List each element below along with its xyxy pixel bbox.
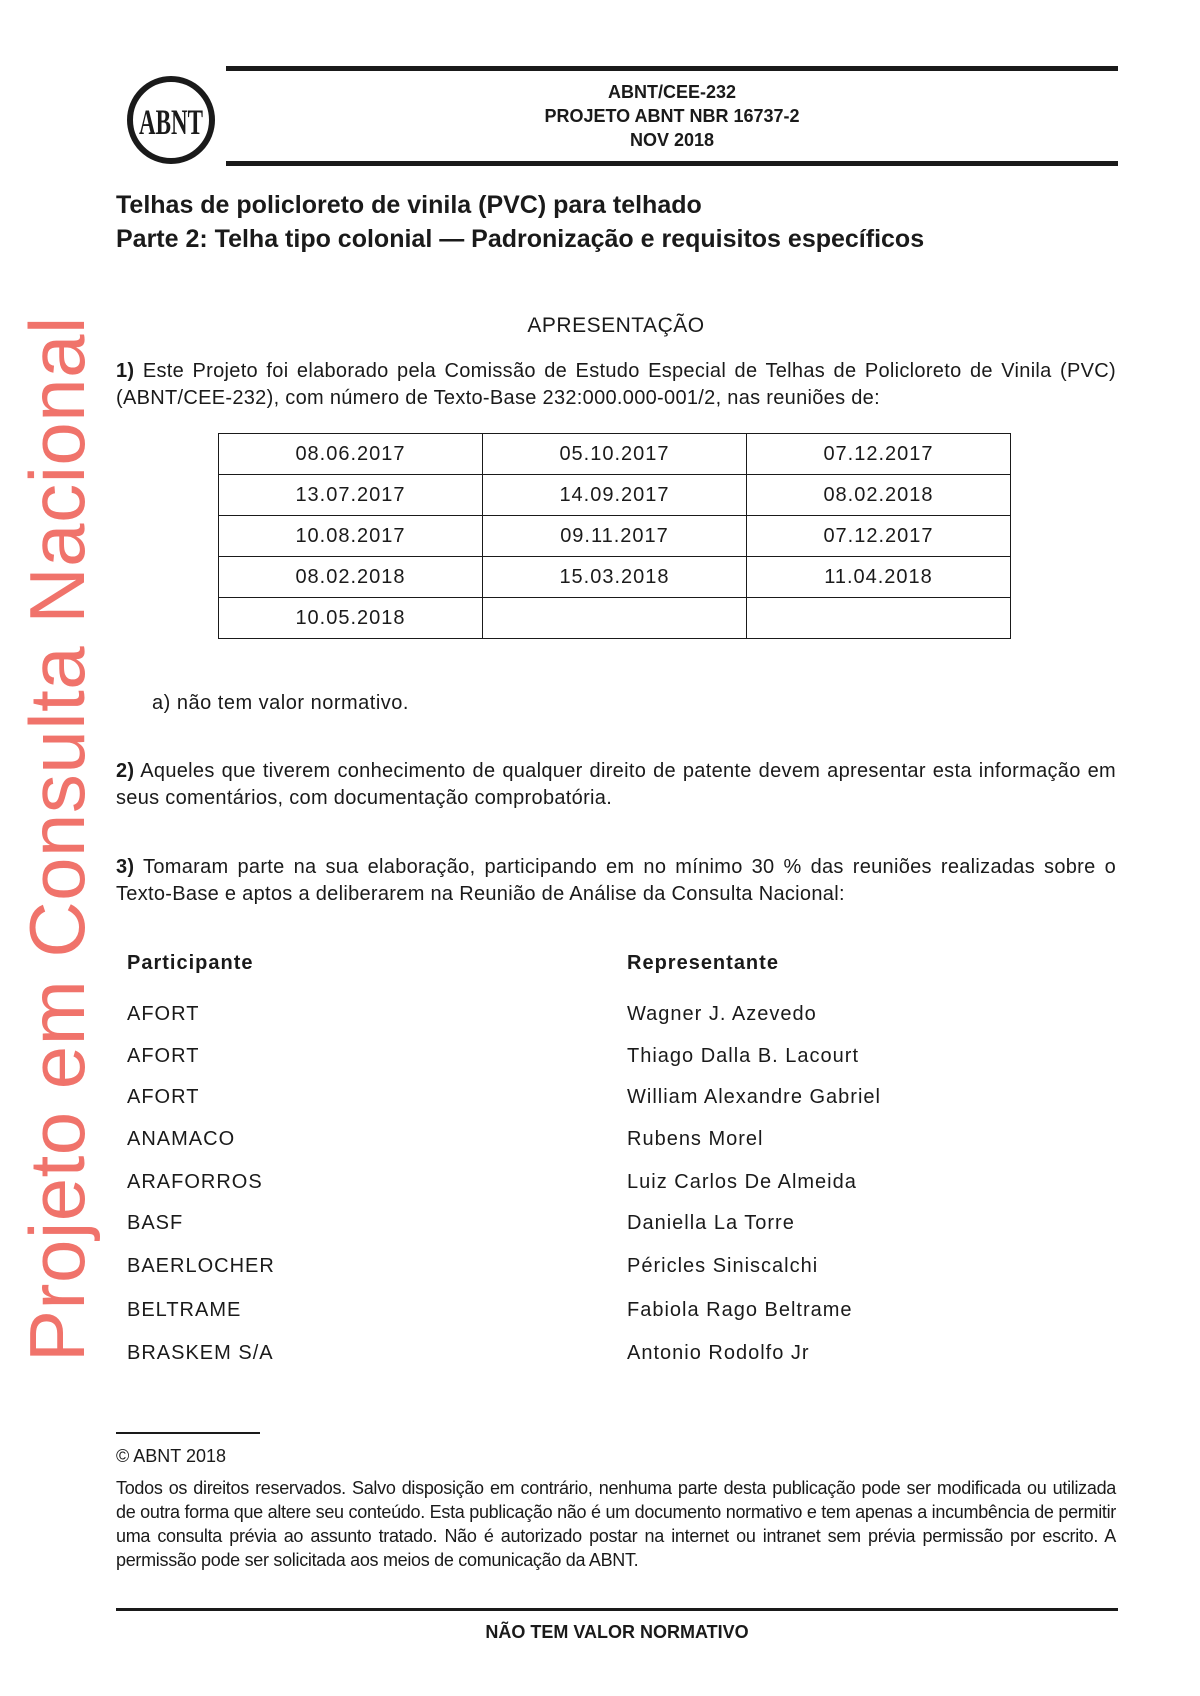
paragraph-3-text: Tomaram parte na sua elaboração, participando em no mínimo 30 % das reuniões realizadas sobre o Texto-Base e aptos a deliberarem na Reunião de Análise da Consulta Nacional:: [116, 856, 1116, 905]
note-normative: a) não tem valor normativo.: [152, 692, 409, 714]
copyright: © ABNT 2018: [116, 1446, 226, 1466]
document-subtitle: Parte 2: Telha tipo colonial — Padronização e requisitos específicos: [116, 225, 925, 253]
meeting-date-cell: 09.11.2017: [483, 516, 747, 557]
section-heading: APRESENTAÇÃO: [527, 314, 705, 337]
representative-name: Wagner J. Azevedo: [627, 1003, 817, 1025]
paragraph-3-number: 3): [116, 856, 135, 878]
meeting-date-cell: 08.02.2018: [747, 475, 1011, 516]
meeting-date-cell: 13.07.2017: [219, 475, 483, 516]
participant-name: AFORT: [127, 1045, 200, 1067]
paragraph-3: [116, 854, 1116, 908]
header-date: NOV 2018: [629, 130, 715, 150]
meeting-date-cell: 07.12.2017: [747, 434, 1011, 475]
header-top-rule: [226, 66, 1118, 71]
header-committee: ABNT/CEE-232: [607, 82, 737, 102]
meeting-dates-row: [219, 557, 1011, 598]
rights-notice: Todos os direitos reservados. Salvo disposição em contrário, nenhuma parte desta publicação pode ser modificada ou utilizada de outra forma que altere seu conteúdo. Esta publicação não é um documento normativo e tem apenas a incumbência de permitir uma consulta prévia ao assunto tratado. Não é autorizado postar na internet ou intranet sem prévia permissão por escrito. A permissão pode ser solicitada aos meios de comunicação da ABNT.: [116, 1478, 1116, 1570]
meeting-date-cell: 08.06.2017: [219, 434, 483, 475]
representative-column-header: Representante: [627, 952, 779, 974]
participant-name: ANAMACO: [127, 1128, 236, 1150]
meeting-date-cell: 10.05.2018: [219, 598, 483, 639]
svg-text:ABNT: ABNT: [139, 102, 203, 142]
footer-normative-notice: NÃO TEM VALOR NORMATIVO: [485, 1622, 749, 1642]
meeting-dates-row: [219, 516, 1011, 557]
representative-name: William Alexandre Gabriel: [627, 1086, 881, 1108]
meeting-date-cell: 15.03.2018: [483, 557, 747, 598]
meeting-date-cell: 11.04.2018: [747, 557, 1011, 598]
paragraph-1-text: Este Projeto foi elaborado pela Comissão de Estudo Especial de Telhas de Policloreto de Vinila (PVC) (ABNT/CEE-232), com número de Texto-Base 232:000.000-001/2, nas reuniões de:: [116, 360, 1116, 409]
meeting-dates-row: [219, 434, 1011, 475]
meeting-dates-row: [219, 475, 1011, 516]
footnote-rule: [116, 1432, 260, 1434]
footer-rule: [116, 1608, 1118, 1611]
meeting-date-cell: 08.02.2018: [219, 557, 483, 598]
paragraph-2: [116, 758, 1116, 812]
participant-name: AFORT: [127, 1086, 200, 1108]
representative-name: Thiago Dalla B. Lacourt: [627, 1045, 860, 1067]
document-title: Telhas de policloreto de vinila (PVC) para telhado: [116, 191, 702, 219]
meeting-dates-row: [219, 598, 1011, 639]
abnt-logo: [126, 74, 216, 166]
meeting-date-cell: 05.10.2017: [483, 434, 747, 475]
participant-name: ARAFORROS: [127, 1171, 263, 1193]
participant-name: BELTRAME: [127, 1299, 242, 1321]
representative-name: Rubens Morel: [627, 1128, 764, 1150]
meeting-date-cell: 07.12.2017: [747, 516, 1011, 557]
paragraph-2-number: 2): [116, 760, 135, 782]
participant-name: AFORT: [127, 1003, 200, 1025]
participant-name: BAERLOCHER: [127, 1255, 275, 1277]
header-bottom-rule: [226, 161, 1118, 166]
representative-name: Antonio Rodolfo Jr: [627, 1342, 810, 1364]
paragraph-1-number: 1): [116, 360, 135, 382]
participant-name: BRASKEM S/A: [127, 1342, 274, 1364]
representative-name: Daniella La Torre: [627, 1212, 795, 1234]
participant-column-header: Participante: [127, 952, 254, 974]
representative-name: Fabiola Rago Beltrame: [627, 1299, 853, 1321]
header-project-number: PROJETO ABNT NBR 16737-2: [544, 106, 800, 126]
meeting-date-cell: 10.08.2017: [219, 516, 483, 557]
representative-name: Luiz Carlos De Almeida: [627, 1171, 857, 1193]
participant-name: BASF: [127, 1212, 184, 1234]
meeting-date-cell: 14.09.2017: [483, 475, 747, 516]
paragraph-1: [116, 358, 1116, 412]
paragraph-2-text: Aqueles que tiverem conhecimento de qualquer direito de patente devem apresentar esta informação em seus comentários, com documentação comprobatória.: [116, 760, 1116, 809]
representative-name: Péricles Siniscalchi: [627, 1255, 819, 1277]
meeting-date-cell: [483, 598, 747, 639]
meeting-dates-table: [218, 433, 1011, 639]
watermark: Projeto em Consulta Nacional: [13, 316, 101, 1362]
meeting-date-cell: [747, 598, 1011, 639]
